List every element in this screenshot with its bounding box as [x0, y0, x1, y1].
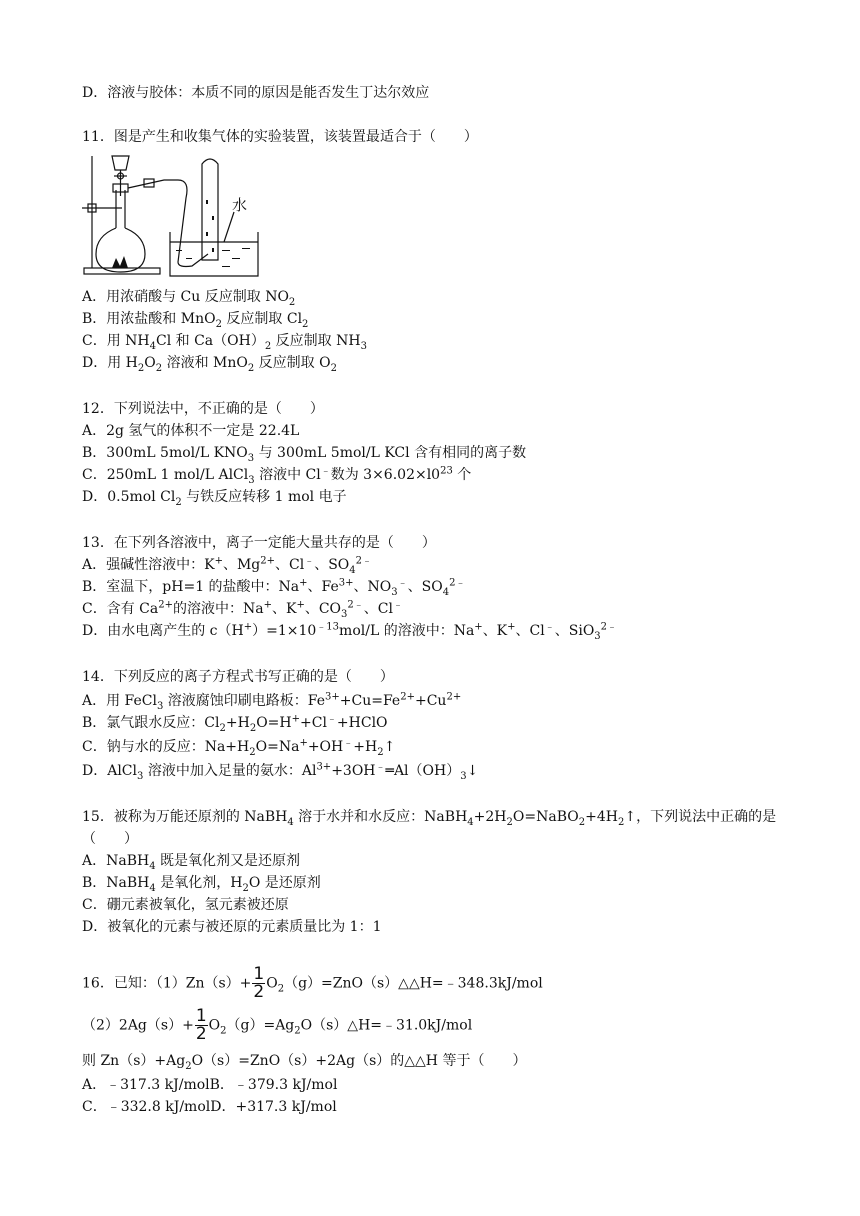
q11-stem: 11．图是产生和收集气体的实验装置，该装置最适合于（ ） — [82, 129, 478, 145]
q12-option-c: C．250mL 1 mol/L AlCl$_3$ 溶液中 Cl﹣数为 $3\times 6.02\times l0^{23}$ 个 — [82, 465, 472, 486]
q16-equation-1: 16．已知：（1）Zn（s）+ $\frac{1}{2}$ $O_2(g)=ZnO(s)\triangle\triangle H=﹣348.3kJ$/mol — [82, 964, 543, 1002]
fraction-one-half: $\frac{1}{2}$ — [195, 1006, 207, 1044]
q15-stem-continued: （ ） — [82, 831, 138, 847]
q11-option-b: B．用浓盐酸和 MnO$_2$ 反应制取 $Cl_2$ — [82, 311, 309, 330]
stand-base — [84, 268, 160, 274]
fraction-one-half: $\frac{1}{2}$ — [253, 964, 265, 1002]
q11-option-c: C．用 $NH_4Cl$ 和 $Ca(OH)_2$ 反应制取 $NH_3$ — [82, 333, 367, 352]
q15-option-d: D．被氧化的元素与被还原的元素质量比为 1：1 — [82, 919, 382, 935]
q13-stem: 13．在下列各溶液中，离子一定能大量共存的是（ ） — [82, 535, 436, 551]
q14-option-b: B．氯气跟水反应：$Cl_2+H_2O=H^++Cl^﹣+HClO$ — [82, 713, 388, 734]
q16-question: 则 $Zn(s)+Ag_2O(s)=ZnO(s)+2Ag(s)$的△△H 等于（ ） — [82, 1053, 527, 1072]
water-label: 水 — [232, 196, 248, 214]
q14-option-c: C．钠与水的反应：$Na+H_2O=Na^++OH^﹣+H_2↑$ — [82, 737, 396, 758]
q12-option-d: D．0.5mol $Cl_2$ 与铁反应转移 1 mol 电子 — [82, 489, 347, 508]
q16-options-ab: A．﹣317.3 kJ/molB．﹣379.3 kJ/mol — [82, 1077, 338, 1093]
q12-option-b: B．300mL 5mol/L $KNO_3$ 与 300mL 5mol/L KCl 含有相同的离子数 — [82, 445, 527, 464]
q12-stem: 12．下列说法中，不正确的是（ ） — [82, 401, 324, 417]
q14-stem: 14．下列反应的离子方程式书写正确的是（ ） — [82, 669, 394, 685]
q11-option-d: D．用 $H_2O_2$ 溶液和 MnO$_2$ 反应制取 $O_2$ — [82, 355, 337, 374]
q13-option-b: B．室温下，pH=1 的盐酸中：Na+、$Fe^{3+}$、$NO_3^﹣$、$SO_4^{2﹣}$ — [82, 577, 466, 598]
gas-apparatus-diagram — [82, 150, 282, 282]
q13-option-a: A．强碱性溶液中：K+、$Mg^{2+}$、Cl﹣、$SO_4^{2﹣}$ — [82, 555, 373, 576]
q13-option-d: D．由水电离产生的 $c(H^+)=1\times 10^{﹣13}mol/L$ 的溶液中：Na+、K+、Cl﹣、SiO$_3^{2﹣}$ — [82, 621, 618, 642]
q11-option-a: A．用浓硝酸与 Cu 反应制取 $NO_2$ — [82, 289, 296, 308]
q14-option-a: A．用 FeCl$_3$ 溶液腐蚀印刷电路板：$Fe^{3+}+Cu=Fe^{2+}+Cu^{2+}$ — [82, 691, 462, 712]
q14-option-d: D．AlCl$_3$ 溶液中加入足量的氨水：$Al^{3+}+3OH^﹣═Al(OH)_3↓$ — [82, 761, 479, 782]
q15-stem: 15．被称为万能还原剂的 NaBH$_4$ 溶于水并和水反应：$NaBH_4+2H_2O=NaBO_2+4H_2↑$，下列说法中正确的是 — [82, 809, 777, 828]
q13-option-c: C．含有 $Ca^{2+}$的溶液中：Na+、K+、$CO_3^{2﹣}$、Cl﹣ — [82, 599, 403, 620]
q10-option-d: D．溶液与胶体：本质不同的原因是能否发生丁达尔效应 — [82, 85, 430, 101]
q15-option-a: A．NaBH$_4$ 既是氧化剂又是还原剂 — [82, 853, 301, 872]
q16-equation-2: （2）2Ag（s）+ $\frac{1}{2}$ $O_2(g)=Ag_2O(s)\triangle H=﹣31.0kJ$/mol — [82, 1006, 473, 1044]
q15-option-b: B．NaBH$_4$ 是氧化剂，$H_2O$ 是还原剂 — [82, 875, 321, 894]
q16-options-cd: C．﹣332.8 kJ/molD．+317.3 kJ/mol — [82, 1099, 337, 1115]
q15-option-c: C．硼元素被氧化，氢元素被还原 — [82, 897, 289, 913]
q12-option-a: A．2g 氢气的体积不一定是 22.4L — [82, 423, 300, 439]
